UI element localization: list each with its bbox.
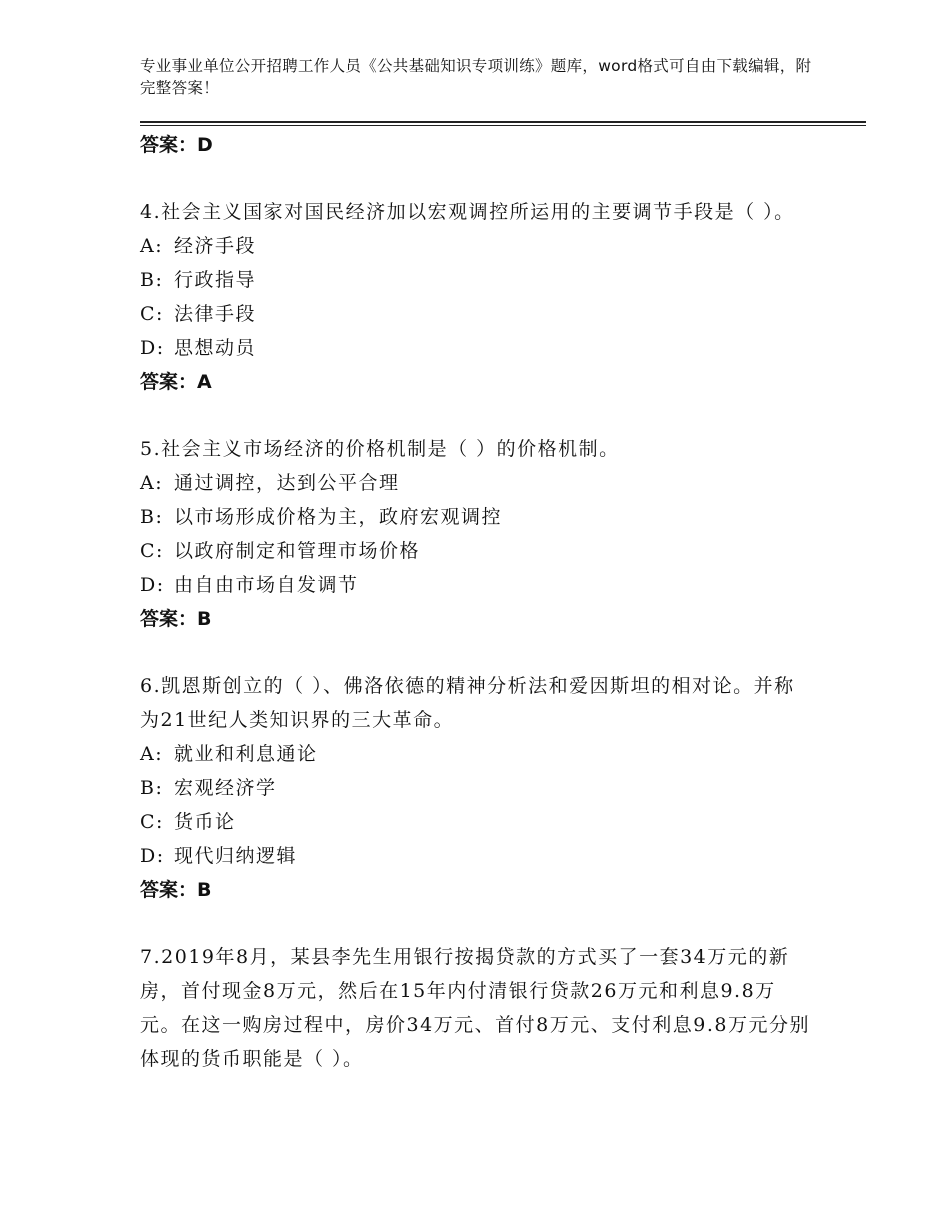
header-rule [140, 121, 866, 123]
spacer [140, 162, 810, 195]
option-a [140, 229, 810, 263]
question-number: 5. [140, 438, 162, 460]
header-text: 专业事业单位公开招聘工作人员《公共基础知识专项训练》题库，word格式可自由下载编辑，附完整答案！ [140, 57, 812, 97]
option-letter: D: [140, 845, 165, 867]
option-text: 法律手段 [174, 303, 257, 325]
option-c [140, 297, 810, 331]
question-text: 社会主义市场经济的价格机制是（ ）的价格机制。 [161, 438, 620, 460]
answer-value: D [197, 134, 213, 156]
answer-line [140, 602, 810, 636]
option-b [140, 771, 810, 805]
option-b [140, 500, 810, 534]
option-text: 以政府制定和管理市场价格 [174, 540, 421, 562]
question-stem [140, 940, 810, 1076]
option-letter: B: [140, 269, 164, 291]
option-text: 思想动员 [174, 337, 257, 359]
spacer [140, 907, 810, 940]
option-c [140, 534, 810, 568]
option-letter: B: [140, 777, 164, 799]
answer-line [140, 365, 810, 399]
option-text: 由自由市场自发调节 [174, 574, 359, 596]
answer-value: B [197, 879, 212, 901]
option-d [140, 568, 810, 602]
answer-label: 答案： [140, 134, 198, 156]
question-number: 6. [140, 675, 162, 697]
page-header [140, 55, 820, 99]
option-d [140, 331, 810, 365]
option-d [140, 839, 810, 873]
spacer [140, 399, 810, 432]
question-list [140, 128, 810, 1076]
answer-line [140, 873, 810, 907]
option-letter: D: [140, 574, 165, 596]
question-number: 4. [140, 201, 162, 223]
option-letter: B: [140, 506, 164, 528]
option-letter: A: [140, 743, 164, 765]
question-number: 7. [140, 946, 162, 968]
question-text: 2019年8月，某县李先生用银行按揭贷款的方式买了一套34万元的新房，首付现金8万元，然后在15年内付清银行贷款26万元和利息9.8万元。在这一购房过程中，房价34万元、首付8万元、支付利息9.8万元分别体现的货币职能是（ ）。 [140, 946, 810, 1070]
option-letter: A: [140, 472, 164, 494]
option-text: 现代归纳逻辑 [174, 845, 298, 867]
option-b [140, 263, 810, 297]
option-text: 宏观经济学 [174, 777, 277, 799]
option-text: 就业和利息通论 [174, 743, 318, 765]
option-text: 行政指导 [174, 269, 257, 291]
question-stem [140, 669, 810, 737]
header-rule-thin [140, 125, 866, 126]
option-a [140, 737, 810, 771]
spacer [140, 636, 810, 669]
option-letter: C: [140, 540, 164, 562]
answer-value: A [197, 371, 212, 393]
question-text: 凯恩斯创立的（ ）、佛洛依德的精神分析法和爱因斯坦的相对论。并称为21世纪人类知识界的三大革命。 [140, 675, 795, 731]
option-a [140, 466, 810, 500]
answer-label: 答案： [140, 608, 198, 630]
option-letter: C: [140, 811, 164, 833]
option-text: 货币论 [174, 811, 236, 833]
question-stem [140, 195, 810, 229]
option-text: 以市场形成价格为主，政府宏观调控 [174, 506, 503, 528]
option-c [140, 805, 810, 839]
option-letter: A: [140, 235, 164, 257]
answer-label: 答案： [140, 879, 198, 901]
option-text: 经济手段 [174, 235, 257, 257]
option-letter: C: [140, 303, 164, 325]
question-text: 社会主义国家对国民经济加以宏观调控所运用的主要调节手段是（ ）。 [161, 201, 795, 223]
option-text: 通过调控，达到公平合理 [174, 472, 400, 494]
question-stem [140, 432, 810, 466]
option-letter: D: [140, 337, 165, 359]
answer-line [140, 128, 810, 162]
answer-label: 答案： [140, 371, 198, 393]
answer-value: B [197, 608, 212, 630]
